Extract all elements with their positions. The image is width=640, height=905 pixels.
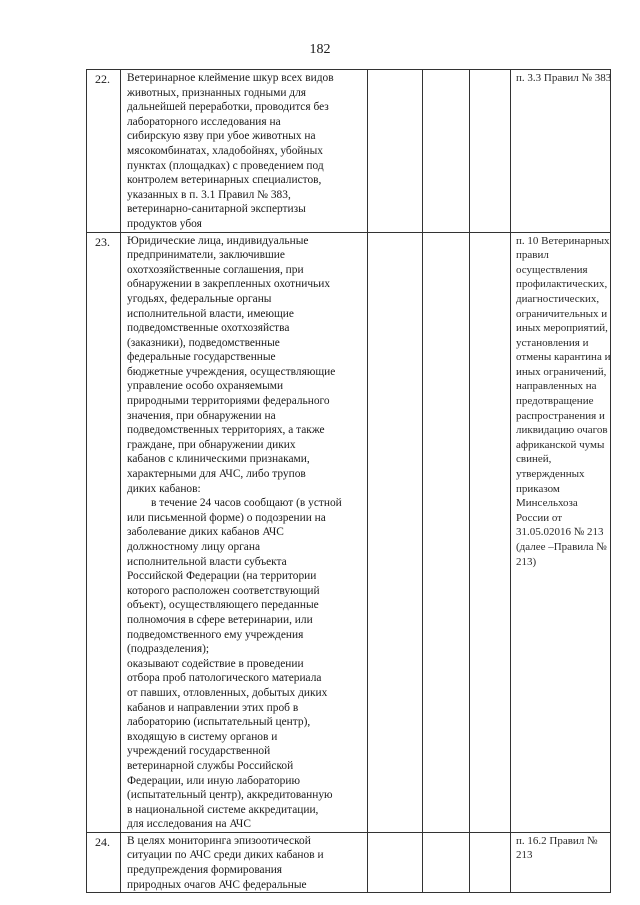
requirement-text-line: (заказники), подведомственные bbox=[127, 336, 280, 349]
empty-cell-2 bbox=[423, 70, 470, 233]
requirement-text-line: природных очагов АЧС федеральные bbox=[127, 878, 307, 891]
legal-reference-line: отмены карантина и bbox=[516, 351, 611, 364]
requirement-text-line: федеральные государственные bbox=[127, 351, 276, 364]
legal-reference-line: правил bbox=[516, 249, 549, 262]
empty-cell-3 bbox=[470, 832, 511, 892]
requirement-text-line: для исследования на АЧС bbox=[127, 818, 251, 831]
legal-reference-line: ограничительных и bbox=[516, 307, 608, 320]
requirement-text-line: в национальной системе аккредитации, bbox=[127, 803, 319, 816]
requirement-text-line: В целях мониторинга эпизоотической bbox=[127, 834, 311, 847]
row-number: 22. bbox=[87, 70, 121, 233]
requirement-text-line: заболевание диких кабанов АЧС bbox=[127, 526, 284, 539]
requirement-text-cell bbox=[121, 232, 368, 832]
requirement-text-line: обнаружении в закрепленных охотничьих bbox=[127, 278, 331, 291]
legal-reference-line: (далее –Правила № bbox=[516, 541, 607, 553]
requirement-text-line: оказывают содействие в проведении bbox=[127, 657, 304, 670]
requirement-text-line: кабанов и направлении этих проб в bbox=[127, 701, 299, 714]
empty-cell-1 bbox=[368, 832, 423, 892]
requirement-text-cell bbox=[121, 70, 368, 233]
legal-reference-cell bbox=[511, 832, 611, 892]
requirement-text-line: подведомственного ему учреждения bbox=[127, 628, 304, 641]
empty-cell-3 bbox=[470, 70, 511, 233]
legal-reference-line: направленных на bbox=[516, 380, 597, 393]
requirement-text-line: отбора проб патологического материала bbox=[127, 672, 322, 685]
empty-cell-2 bbox=[423, 832, 470, 892]
requirement-text-line: природными территориями федерального bbox=[127, 395, 330, 408]
requirement-text-line: ветеринарной службы Российской bbox=[127, 759, 294, 772]
legal-reference-line: Минсельхоза bbox=[516, 497, 578, 510]
requirements-table bbox=[86, 69, 611, 893]
requirement-text-line: от павших, отловленных, добытых диких bbox=[127, 686, 328, 699]
requirement-text-line: сибирскую язву при убое животных на bbox=[127, 130, 316, 143]
table-body bbox=[87, 70, 611, 893]
legal-reference-line: 213 bbox=[516, 849, 533, 862]
requirement-text-line: указанных в п. 3.1 Правил № 383, bbox=[127, 188, 291, 201]
table-row bbox=[87, 70, 611, 233]
requirement-text-line: учреждений государственной bbox=[127, 745, 271, 758]
requirement-text-line: Ветеринарное клеймение шкур всех видов bbox=[127, 72, 334, 84]
requirement-text-line: характерными для АЧС, либо трупов bbox=[127, 468, 306, 481]
requirement-text-line: дальнейшей переработки, проводится без bbox=[127, 101, 329, 114]
requirement-text-line: подведомственных территориях, а также bbox=[127, 424, 325, 437]
empty-cell-1 bbox=[368, 232, 423, 832]
requirement-text-line: ситуации по АЧС среди диких кабанов и bbox=[127, 849, 324, 862]
legal-reference-line: приказом bbox=[516, 482, 560, 495]
requirement-text-line: охотхозяйственные соглашения, при bbox=[127, 263, 304, 276]
requirement-text-line: Федерации, или иную лабораторию bbox=[127, 774, 300, 787]
legal-reference-line: 31.05.02016 № 213 bbox=[516, 526, 604, 539]
legal-reference-line: п. 10 Ветеринарных bbox=[516, 234, 610, 247]
requirement-text-line: Российской Федерации (на территории bbox=[127, 570, 317, 583]
legal-reference-line: установления и bbox=[516, 336, 589, 349]
requirement-text-line: бюджетные учреждения, осуществляющие bbox=[127, 365, 336, 378]
requirement-text-line: лабораторного исследования на bbox=[127, 115, 281, 128]
requirement-text-line: или письменной форме) о подозрении на bbox=[127, 511, 326, 524]
legal-reference-line: свиней, bbox=[516, 453, 552, 466]
requirement-text-line: животных, признанных годными для bbox=[127, 86, 307, 99]
requirement-text-line: ветеринарно-санитарной экспертизы bbox=[127, 203, 306, 216]
legal-reference-line: предотвращение bbox=[516, 395, 594, 408]
requirement-text-line: предупреждения формирования bbox=[127, 864, 283, 877]
legal-reference-line: распространения и bbox=[516, 409, 605, 422]
requirement-text-line: диких кабанов: bbox=[127, 482, 201, 495]
requirement-text-line: управление особо охраняемыми bbox=[127, 380, 284, 393]
empty-cell-3 bbox=[470, 232, 511, 832]
legal-reference-line: осуществления bbox=[516, 263, 588, 276]
row-number: 23. bbox=[87, 232, 121, 832]
legal-reference-line: России от bbox=[516, 511, 563, 524]
requirement-text-line: продуктов убоя bbox=[127, 217, 202, 230]
legal-reference-line: 213) bbox=[516, 555, 537, 568]
page-number: 182 bbox=[309, 42, 331, 57]
requirement-text-line: угодьях, федеральные органы bbox=[127, 292, 272, 305]
requirement-text-line: Юридические лица, индивидуальные bbox=[127, 234, 309, 247]
requirement-text-cell bbox=[121, 832, 368, 892]
requirement-text-line: полномочия в сфере ветеринарии, или bbox=[127, 613, 313, 626]
legal-reference-line: ликвидацию очагов bbox=[516, 424, 608, 437]
legal-reference-line: иных ограничений, bbox=[516, 365, 607, 378]
empty-cell-2 bbox=[423, 232, 470, 832]
requirement-text-line: предприниматели, заключившие bbox=[127, 249, 285, 262]
requirement-text-line: должностному лицу органа bbox=[127, 541, 261, 553]
empty-cell-1 bbox=[368, 70, 423, 233]
requirement-text-line: входящую в систему органов и bbox=[127, 730, 278, 743]
requirement-text-line: контролем ветеринарных специалистов, bbox=[127, 174, 322, 187]
legal-reference-line: п. 3.3 Правил № 383 bbox=[516, 72, 612, 84]
legal-reference-cell bbox=[511, 70, 611, 233]
legal-reference-line: п. 16.2 Правил № bbox=[516, 834, 598, 847]
legal-reference-line: иных мероприятий, bbox=[516, 322, 608, 335]
requirement-text-line: мясокомбинатах, хладобойнях, убойных bbox=[127, 144, 323, 157]
requirement-text-line: (испытательный центр), аккредитованную bbox=[127, 789, 333, 802]
legal-reference-line: профилактических, bbox=[516, 278, 608, 291]
requirement-text-line: исполнительной власти, имеющие bbox=[127, 307, 294, 320]
requirement-text-line: которого расположен соответствующий bbox=[127, 584, 320, 597]
requirement-text-line: пунктах (площадках) с проведением под bbox=[127, 159, 324, 172]
legal-reference-line: утвержденных bbox=[516, 468, 585, 481]
requirement-text-line: граждане, при обнаружении диких bbox=[127, 438, 296, 451]
table-row bbox=[87, 232, 611, 832]
legal-reference-line: африканской чумы bbox=[516, 438, 605, 451]
requirement-text-line: лабораторию (испытательный центр), bbox=[127, 716, 311, 729]
table-row bbox=[87, 832, 611, 892]
row-number: 24. bbox=[87, 832, 121, 892]
requirement-text-line: объект), осуществляющего переданные bbox=[127, 599, 319, 612]
legal-reference-cell bbox=[511, 232, 611, 832]
requirement-text-line: значения, при обнаружении на bbox=[127, 409, 276, 422]
requirement-text-line: исполнительной власти субъекта bbox=[127, 555, 287, 568]
requirement-text-line: кабанов с клиническими признаками, bbox=[127, 453, 310, 466]
requirement-text-line: в течение 24 часов сообщают (в устной bbox=[151, 497, 342, 510]
requirement-text-line: (подразделения); bbox=[127, 643, 210, 656]
legal-reference-line: диагностических, bbox=[516, 292, 600, 305]
requirement-text-line: подведомственные охотхозяйства bbox=[127, 322, 290, 335]
